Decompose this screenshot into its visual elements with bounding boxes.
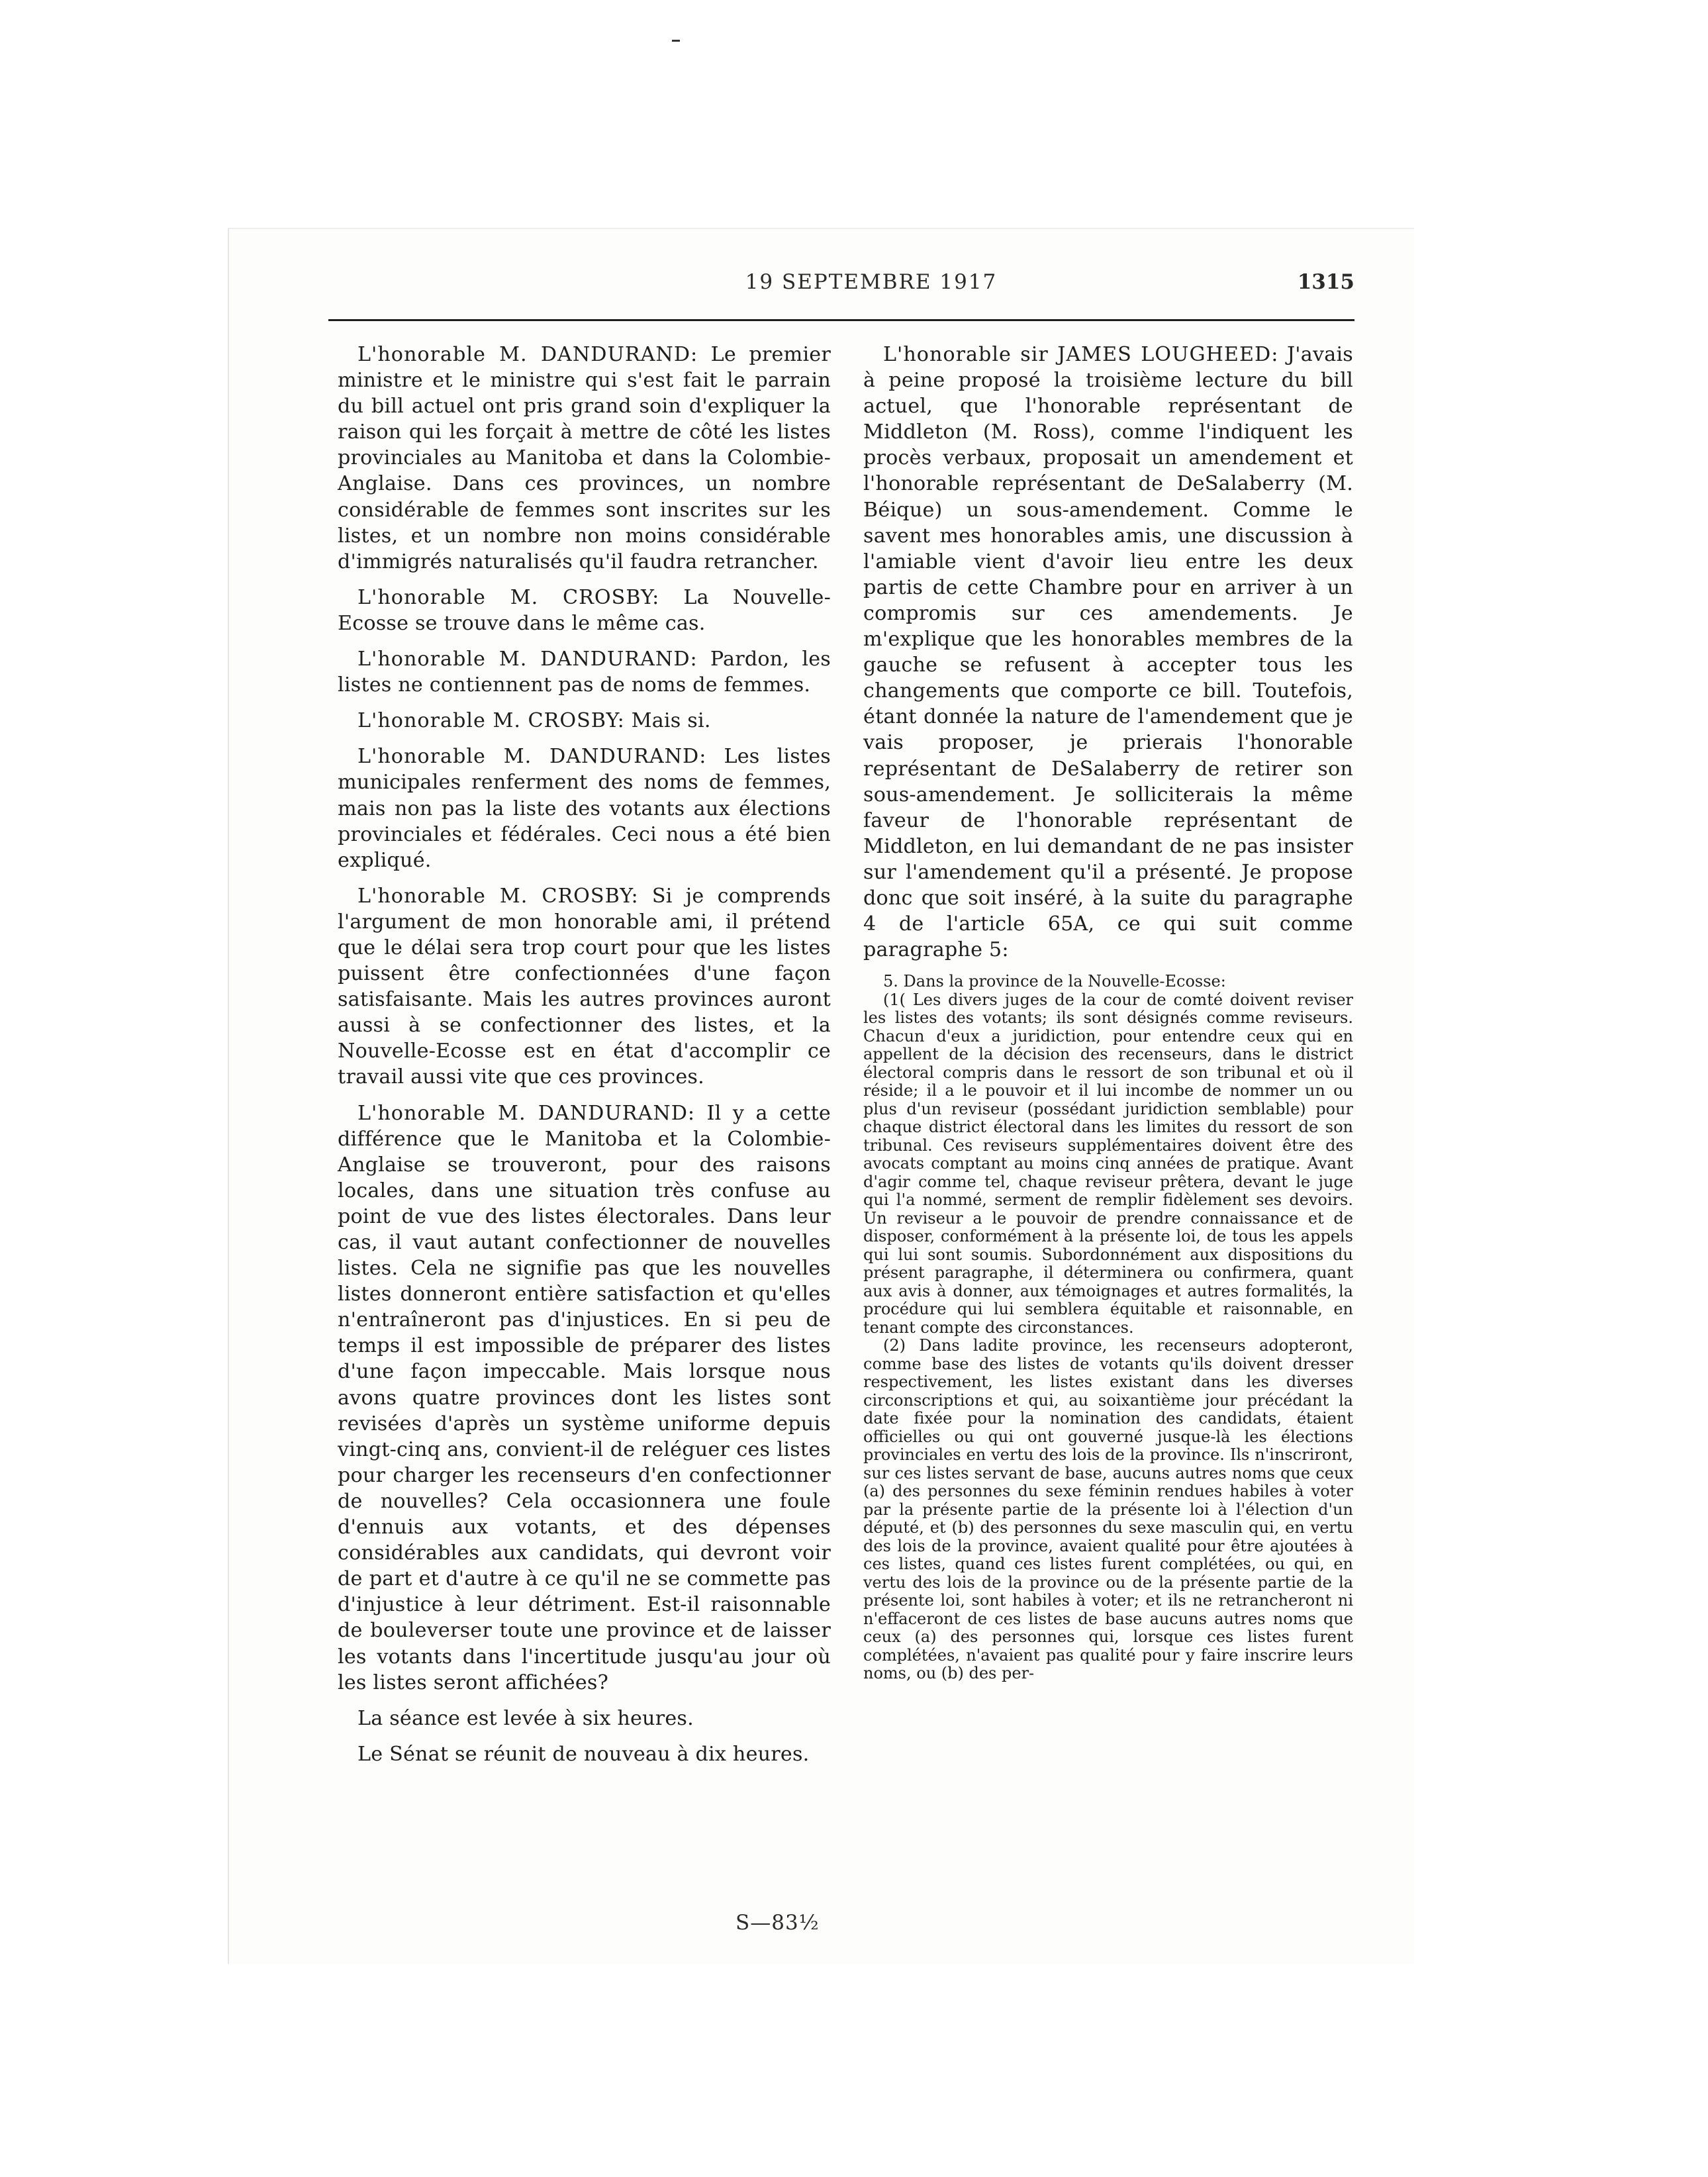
speaker: L'honorable sir JAMES LOUGHEED: — [883, 343, 1279, 366]
paragraph-left-4 — [338, 744, 831, 873]
speech-text: Il y a cette différence que le Manitoba et la Colombie-Anglaise se trouveront, pour des raisons locales, dans une situation très confuse au point de vue des listes électorales. Dans leur cas, il vaut autant confectionner de nouvelles listes. Cela ne signifie pas que les nouvelles listes donneront entière satisfaction et qu'elles n'entraîneront pas d'injustices. En si peu de temps il est impossible de préparer des listes d'une façon impeccable. Mais lorsque nous avons quatre provinces dont les listes sont revisées d'après un système uniforme depuis vingt-cinq ans, convient-il de reléguer ces listes pour charger les recenseurs d'en confectionner de nouvelles? Cela occasionnera une foule d'ennuis aux votants, et des dépenses considérables aux candidats, qui devront voir de part et d'autre à ce qu'il ne se commette pas d'injustice à leur détriment. Est-il raisonnable de bouleverser toute une province et de laisser les votants dans l'incertitude jusqu'au jour où les listes seront affichées? — [338, 1101, 831, 1694]
session-note: Le Sénat se réunit de nouveau à dix heures. — [357, 1742, 810, 1766]
paragraph-left-8 — [338, 1741, 831, 1767]
speaker: L'honorable M. DANDURAND: — [357, 745, 707, 769]
session-note: La séance est levée à six heures. — [357, 1706, 694, 1730]
left-column — [338, 342, 831, 1777]
speaker: L'honorable M. CROSBY: — [357, 884, 639, 908]
right-column — [863, 342, 1353, 1683]
quote-heading: 5. Dans la province de la Nouvelle-Ecosse: — [883, 972, 1226, 991]
header-page-number: 1315 — [1297, 270, 1354, 294]
speech-text: Mais si. — [624, 709, 711, 733]
speech-text: Si je comprends l'argument de mon honorable ami, il prétend que le délai sera trop court pour que les listes puissent être confectionnées d'une façon satisfaisante. Mais les autres provinces auront aussi à se confectionner des listes, et la Nouvelle-Ecosse est en état d'accomplir ce travail aussi vite que ces provinces. — [338, 884, 831, 1089]
paragraph-left-2 — [338, 646, 831, 698]
speaker: L'honorable M. CROSBY: — [357, 585, 660, 609]
quote-paragraph-2: (2) Dans ladite province, les recenseurs adopteront, comme base des listes de votants qu'ils doivent dresser respectivement, les listes existant dans les diverses circonscriptions et qui, au soixantième jour précédant la date fixée pour la nomination des candidats, étaient officielles ou qui ont gouverné jusque-là les élections provinciales en vertu des lois de la province. Ils n'inscriront, sur ces listes servant de base, aucuns autres noms que ceux (a) des personnes du sexe féminin rendues habiles à voter par la présente partie de la présente loi à l'élection d'un député, et (b) des personnes du sexe masculin qui, en vertu des lois de la province, avaient qualité pour être ajoutées à ces listes, quand ces listes furent complétées, ou qui, en vertu des lois de la province ou de la présente partie de la présente loi, sont habiles à voter; et ils ne retrancheront ni n'effaceront de ces listes de base aucuns autres noms que ceux (a) des personnes qui, lorsque ces listes furent complétées, n'avaient pas qualité pour y faire inscrire leurs noms, ou (b) des per- — [863, 1336, 1353, 1683]
signature-mark: S—83½ — [735, 1911, 820, 1935]
document-page — [228, 228, 1414, 1964]
speech-text: Les listes municipales renferment des noms de femmes, mais non pas la liste des votants aux élections provinciales et fédérales. Ceci nous a été bien expliqué. — [338, 745, 831, 872]
speaker: L'honorable M. DANDURAND: — [357, 343, 698, 366]
paragraph-left-6 — [338, 1100, 831, 1696]
speech-text: Pardon, les listes ne contiennent pas de noms de femmes. — [338, 648, 831, 697]
speaker: L'honorable M. CROSBY: — [357, 709, 625, 733]
speech-text: J'avais à peine proposé la troisième lecture du bill actuel, que l'honorable représentant de Middleton (M. Ross), comme l'indiquent les procès verbaux, proposait un amendement et l'honorable représentant de DeSalaberry (M. Béique) un sous-amendement. Comme le savent mes honorables amis, une discussion à l'amiable vient d'avoir lieu entre les deux partis de cette Chambre pour en arriver à un compromis sur ces amendements. Je m'explique que les honorables membres de la gauche se refusent à accepter tous les changements que comporte ce bill. Toutefois, étant donnée la nature de l'amendement que je vais proposer, je prierais l'honorable représentant de DeSalaberry de retirer son sous-amendement. Je solliciterais la même faveur de l'honorable représentant de Middleton, en lui demandant de ne pas insister sur l'amendement qu'il a présenté. Je propose donc que soit inséré, à la suite du paragraphe 4 de l'article 65A, ce qui suit comme paragraphe 5: — [863, 343, 1353, 962]
paragraph-left-7 — [338, 1706, 831, 1731]
paragraph-right-speech — [863, 342, 1353, 963]
header-rule — [328, 319, 1354, 321]
speech-text: Le premier ministre et le ministre qui s'est fait le parrain du bill actuel ont pris grand soin d'expliquer la raison qui les forçait à mettre de côté les listes provinciales au Manitoba et dans la Colombie-Anglaise. Dans ces provinces, un nombre considérable de femmes sont inscrites sur les listes, et un nombre non moins considérable d'immigrés naturalisés qu'il faudra retrancher. — [338, 343, 831, 573]
page-header — [328, 270, 1414, 303]
header-date: 19 SEPTEMBRE 1917 — [745, 270, 998, 294]
paragraph-left-1 — [338, 585, 831, 636]
paragraph-left-3 — [338, 708, 831, 734]
paragraph-left-5 — [338, 883, 831, 1090]
paragraph-left-0 — [338, 342, 831, 575]
speaker: L'honorable M. DANDURAND: — [357, 648, 698, 671]
speech-text: La Nouvelle-Ecosse se trouve dans le même cas. — [338, 585, 831, 635]
quote-paragraph-1: (1( Les divers juges de la cour de comté doivent reviser les listes des votants; ils sont désignés comme reviseurs. Chacun d'eux a juridiction, pour entendre ceux qui en appellent de la décision des recenseurs, dans le district électoral compris dans le ressort de son tribunal et où il réside; il a le pouvoir et il lui incombe de nommer un ou plus d'un reviseur (possédant juridiction semblable) pour chaque district électoral dans les limites du ressort de son tribunal. Ces reviseurs supplémentaires doivent être des avocats comptant au moins cinq années de pratique. Avant d'agir comme tel, chaque reviseur prêtera, devant le juge qui l'a nommé, serment de remplir fidèlement ses devoirs. Un reviseur a le pouvoir de prendre connaissance et de disposer, conformément à la présente loi, de tous les appels qui lui sont soumis. Subordonnément aux dispositions du présent paragraphe, il déterminera ou confirmera, quant aux avis à donner, aux témoignages et autres formalités, la procédure qui lui semblera équitable et raisonnable, en tenant compte des circonstances. — [863, 990, 1353, 1337]
speaker: L'honorable M. DANDURAND: — [357, 1101, 696, 1125]
scan-speck — [672, 40, 680, 42]
